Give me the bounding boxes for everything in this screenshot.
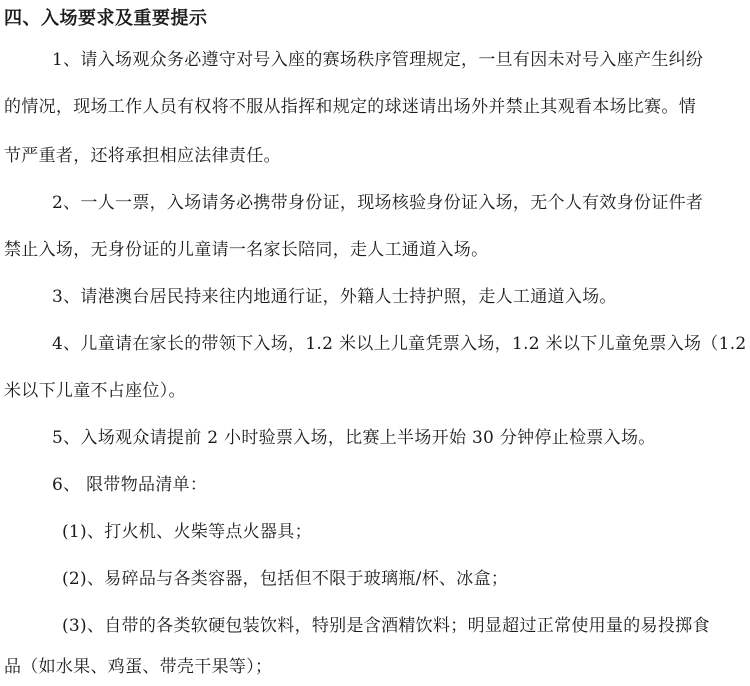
- rule-4-line-2: 米以下儿童不占座位）。: [4, 381, 186, 401]
- rule-2-line-2: 禁止入场，无身份证的儿童请一名家长陪同，走人工通道入场。: [4, 240, 489, 260]
- rule-1-line-2: 的情况，现场工作人员有权将不服从指挥和规定的球迷请出场外并禁止其观看本场比赛。情: [4, 97, 696, 117]
- section-heading: 四、入场要求及重要提示: [4, 8, 208, 29]
- item-3-line-1: (3)、自带的各类软硬包装饮料，特别是含酒精饮料；明显超过正常使用量的易投掷食: [62, 616, 710, 636]
- rule-3: 3、请港澳台居民持来往内地通行证，外籍人士持护照，走人工通道入场。: [52, 287, 617, 307]
- item-3-line-2: 品（如水果、鸡蛋、带壳干果等）；: [4, 657, 273, 677]
- rule-5: 5、入场观众请提前 2 小时验票入场，比赛上半场开始 30 分钟停止检票入场。: [52, 428, 656, 448]
- rule-4-line-1: 4、儿童请在家长的带领下入场，1.2 米以上儿童凭票入场，1.2 米以下儿童免票入场（1.2: [52, 334, 747, 354]
- item-1: (1)、打火机、火柴等点火器具；: [62, 522, 312, 542]
- rule-1-line-3: 节严重者，还将承担相应法律责任。: [4, 146, 281, 166]
- rule-2-line-1: 2、一人一票，入场请务必携带身份证，现场核验身份证入场，无个人有效身份证件者: [52, 193, 704, 213]
- rule-1-line-1: 1、请入场观众务必遵守对号入座的赛场秩序管理规定，一旦有因未对号入座产生纠纷: [52, 50, 704, 70]
- item-2: (2)、易碎品与各类容器，包括但不限于玻璃瓶/杯、冰盒；: [62, 569, 509, 589]
- rule-6-heading: 6、 限带物品清单：: [52, 475, 208, 495]
